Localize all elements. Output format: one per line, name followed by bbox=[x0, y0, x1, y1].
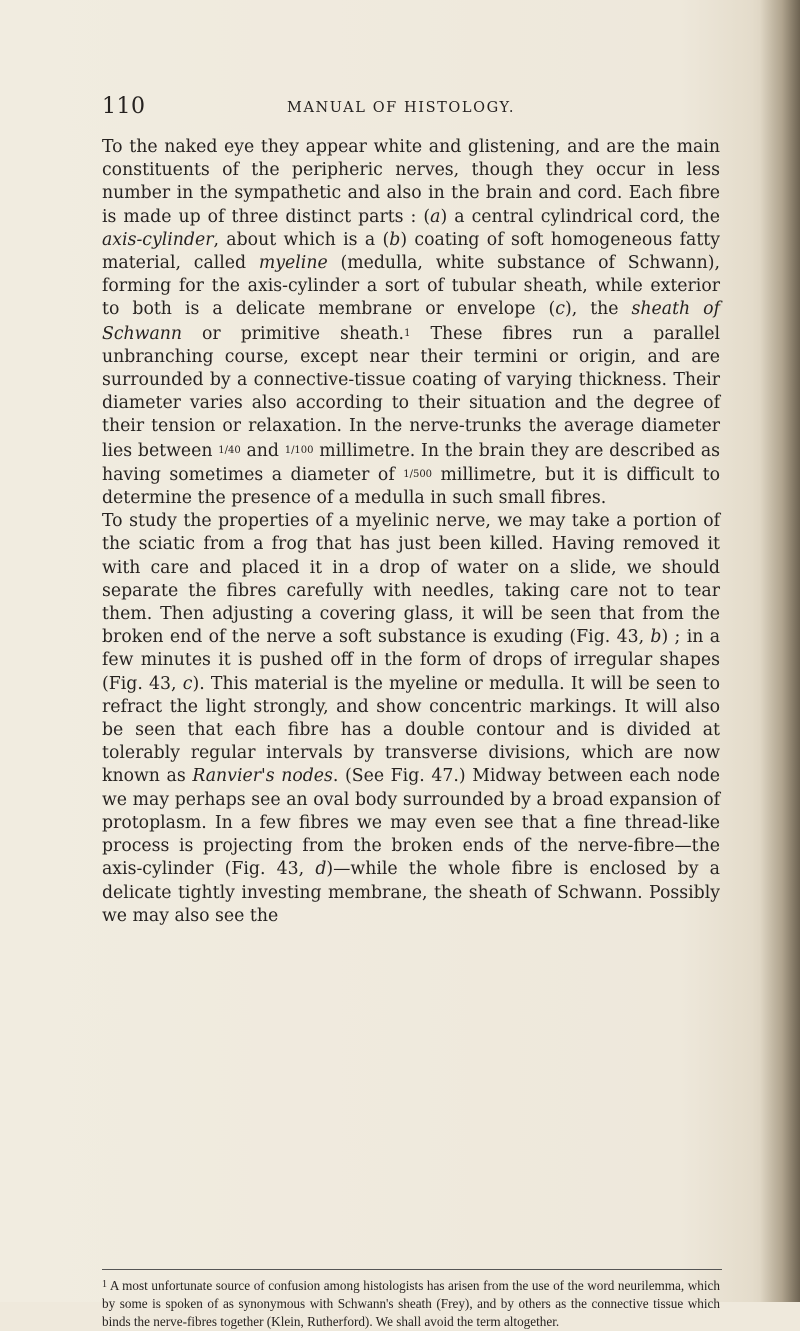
footnote bbox=[102, 1276, 720, 1331]
paragraph-1 bbox=[102, 136, 720, 510]
text-run: (medulla, white substance of Schwann), forming for the axis-cylinder a sort of tubular sheath, while exterior to both is a delicate membrane or envelope ( bbox=[102, 253, 720, 320]
text-run: millimetre, but it is difficult to determine the presence of a medulla in such small fibres. bbox=[102, 464, 720, 509]
page-header bbox=[102, 94, 722, 122]
page-number: 110 bbox=[102, 94, 146, 119]
running-head: MANUAL OF HISTOLOGY. bbox=[287, 100, 516, 116]
italic-letter: a bbox=[430, 206, 441, 227]
term-ranviers-nodes: Ranvier's nodes bbox=[192, 766, 333, 787]
footnote-reference: 1 bbox=[404, 327, 411, 339]
italic-letter: c bbox=[182, 673, 193, 694]
binding-shadow bbox=[760, 0, 800, 1302]
text-run: ) a central cylindrical cord, the bbox=[440, 206, 720, 227]
text-run: ), the bbox=[564, 299, 632, 320]
text-run: )—while the whole fibre is enclosed by a delicate tightly investing membrane, the sheath of Schwann. Possibly we may also see the bbox=[102, 859, 720, 926]
italic-letter: d bbox=[315, 859, 327, 880]
text-run: , about which is a ( bbox=[213, 229, 390, 250]
italic-letter: b bbox=[389, 229, 401, 250]
text-run: ) ; in a few minutes it is pushed off in the form of drops of irregular shapes (Fig. 43, bbox=[102, 627, 720, 694]
term-myeline: myeline bbox=[258, 253, 328, 274]
text-run: or primitive sheath. bbox=[182, 323, 405, 344]
fraction: 1/500 bbox=[403, 468, 433, 480]
footnote-rule bbox=[102, 1269, 722, 1271]
text-run: and bbox=[240, 440, 285, 461]
text-run: To the naked eye they appear white and glistening, and are the main constituents of the peripheric nerves, though they occur in less number in the sympathetic and also in the brain and cord. Each fibre is made up of three distinct parts : ( bbox=[102, 137, 720, 227]
text-run: ) coating of soft homogeneous fatty material, called bbox=[102, 229, 720, 274]
paragraph-2 bbox=[102, 510, 720, 928]
text-run: millimetre. In the brain they are described as having sometimes a diameter of bbox=[102, 440, 721, 485]
italic-letter: b bbox=[650, 627, 662, 648]
fraction: 1/100 bbox=[284, 444, 314, 456]
body-text bbox=[102, 136, 720, 928]
italic-letter: c bbox=[555, 299, 565, 320]
footnote-text: A most unfortunate source of confusion among histologists has arisen from the use of the word neurilemma, which by some is spoken of as synonymous with Schwann's sheath (Frey), and by others as the connective tissue which binds the nerve-fibres together (Klein, Rutherford). We shall avoid the term altogether. bbox=[102, 1278, 720, 1329]
fraction: 1/40 bbox=[218, 444, 241, 456]
text-run: ). This material is the myeline or medulla. It will be seen to refract the light strongly, and show concentric markings. It will also be seen that each fibre has a double contour and is divided at tolerably regular intervals by transverse divisions, which are now known as bbox=[102, 673, 720, 787]
text-run: . (See Fig. 47.) Midway between each node we may perhaps see an oval body surrounded by a broad expansion of protoplasm. In a few fibres we may even see that a fine thread-like process is projecting from the broken ends of the nerve-fibre—the axis-cylinder (Fig. 43, bbox=[102, 766, 720, 880]
text-run: These fibres run a parallel unbranching course, except near their termini or origin, and are surrounded by a connective-tissue coating of varying thickness. Their diameter varies also according to their situation and the degree of their tension or relaxation. In the nerve-trunks the average diameter lies between bbox=[102, 323, 721, 461]
term-sheath-of-schwann: sheath of Schwann bbox=[102, 299, 720, 344]
text-run: To study the properties of a myelinic nerve, we may take a portion of the sciatic from a frog that has just been killed. Having removed it with care and placed it in a drop of water on a slide, we should separate the fibres carefully with needles, taking care not to tear them. Then adjusting a covering glass, it will be seen that from the broken end of the nerve a soft substance is exuding (Fig. 43, bbox=[102, 511, 720, 648]
term-axis-cylinder: axis-cylinder bbox=[102, 229, 214, 250]
footnote-mark: 1 bbox=[102, 1279, 107, 1290]
